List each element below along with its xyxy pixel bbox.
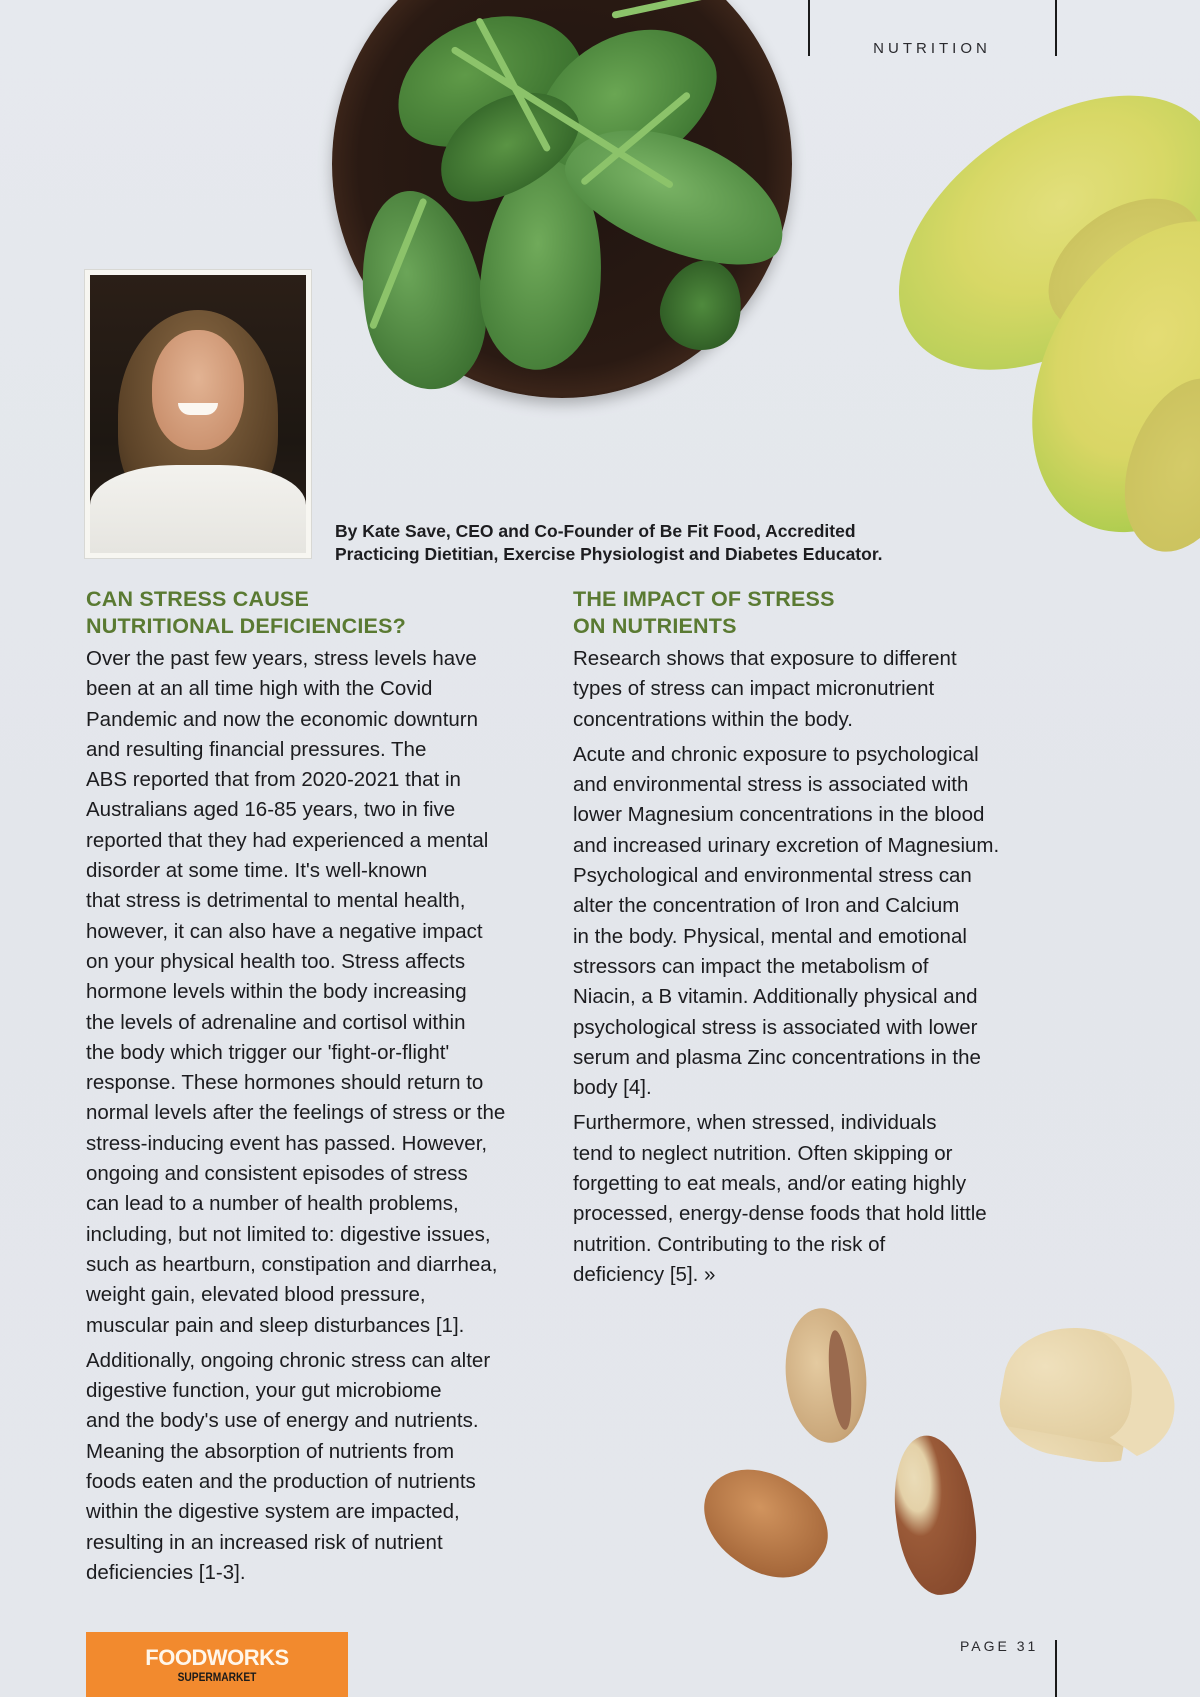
heading-line: THE IMPACT OF STRESS [573,587,835,611]
portrait-shirt [90,465,306,553]
text-line: stressors can impact the metabolism of [573,954,929,978]
text-line: ongoing and consistent episodes of stress [86,1162,468,1186]
byline-line: Practicing Dietitian, Exercise Physiologist and Diabetes Educator. [335,544,883,564]
text-line: serum and plasma Zinc concentrations in the [573,1045,981,1069]
pistachio [779,1304,873,1447]
text-line: been at an all time high with the Covid [86,677,433,701]
text-line: that stress is detrimental to mental health, [86,889,466,913]
text-line: deficiency [5]. » [573,1262,716,1286]
text-line: Research shows that exposure to different [573,647,957,670]
text-line: and environmental stress is associated with [573,773,969,797]
text-line: and resulting financial pressures. The [86,737,427,761]
text-line: Niacin, a B vitamin. Additionally physical and [573,985,978,1009]
text-line: forgetting to eat meals, and/or eating highly [573,1172,967,1196]
text-line: Acute and chronic exposure to psychological [573,742,979,766]
text-line: including, but not limited to: digestive issues, [86,1222,491,1246]
text-line: the body which trigger our 'fight-or-flight' [86,1040,450,1064]
text-line: in the body. Physical, mental and emotional [573,924,967,948]
text-line: tend to neglect nutrition. Often skipping or [573,1141,953,1165]
text-line: foods eaten and the production of nutrients [86,1470,476,1494]
header-rule-right [1055,0,1057,56]
spinach-leaf [652,251,753,359]
spinach-stem [611,0,749,19]
heading-line: ON NUTRIENTS [573,614,737,638]
text-line: on your physical health too. Stress affects [86,949,466,973]
paragraph [573,1108,1043,1290]
text-line: normal levels after the feelings of stress or the [86,1101,506,1125]
text-line: hormone levels within the body increasing [86,980,467,1004]
text-line: processed, energy-dense foods that hold little [573,1202,987,1226]
text-line: psychological stress is associated with lower [573,1015,978,1039]
section-heading [86,586,556,640]
spinach-bowl-image [332,0,792,398]
text-line: response. These hormones should return to [86,1071,484,1095]
text-line: the levels of adrenaline and cortisol within [86,1010,466,1034]
text-line: Australians aged 16-85 years, two in five [86,798,456,822]
almond [685,1446,846,1598]
text-line: types of stress can impact micronutrient [573,677,935,701]
portrait-face [152,330,244,450]
text-line: such as heartburn, constipation and diarrhea, [86,1252,498,1276]
author-portrait-frame [85,270,311,558]
paragraph [86,1346,556,1588]
text-line: within the digestive system are impacted, [86,1500,460,1524]
left-column [86,586,556,1593]
text-line: digestive function, your gut microbiome [86,1379,442,1403]
header-rule-left [808,0,810,56]
text-line: body [4]. [573,1076,652,1100]
text-line: Psychological and environmental stress can [573,864,972,888]
brazil-nut [885,1430,985,1599]
author-portrait [90,275,306,553]
text-line: Over the past few years, stress levels have [86,647,477,670]
text-line: deficiencies [1-3]. [86,1560,246,1584]
text-line: can lead to a number of health problems, [86,1192,459,1216]
paragraph [573,740,1043,1104]
text-line: nutrition. Contributing to the risk of [573,1232,886,1256]
text-line: Additionally, ongoing chronic stress can alter [86,1348,491,1372]
text-line: ABS reported that from 2020-2021 that in [86,768,461,792]
nuts-image [690,1300,1140,1610]
foodworks-logo [86,1632,348,1697]
byline-line: By Kate Save, CEO and Co-Founder of Be Fit Food, Accredited [335,521,856,541]
paragraph [86,644,556,1341]
heading-line: NUTRITIONAL DEFICIENCIES? [86,614,406,638]
footer-rule [1055,1640,1057,1697]
text-line: resulting in an increased risk of nutrient [86,1530,443,1554]
section-heading [573,586,1043,640]
text-line: and increased urinary excretion of Magnesium. [573,833,1000,857]
paragraph [573,644,1043,735]
text-line: Furthermore, when stressed, individuals [573,1111,937,1135]
author-byline [335,520,935,566]
portrait-smile [178,403,218,415]
heading-line: CAN STRESS CAUSE [86,587,310,611]
text-line: reported that they had experienced a mental [86,828,489,852]
page-number: PAGE 31 [960,1638,1039,1654]
logo-wordmark: FOODWORKS [145,1645,289,1670]
text-line: muscular pain and sleep disturbances [1]. [86,1313,465,1337]
logo-subtitle: SUPERMARKET [177,1670,257,1684]
text-line: lower Magnesium concentrations in the blood [573,803,985,827]
text-line: stress-inducing event has passed. However, [86,1131,488,1155]
section-label: NUTRITION [873,40,991,57]
text-line: alter the concentration of Iron and Calcium [573,894,960,918]
text-line: weight gain, elevated blood pressure, [86,1283,426,1307]
cashew [992,1316,1186,1474]
text-line: Pandemic and now the economic downturn [86,707,479,731]
text-line: and the body's use of energy and nutrients. [86,1409,479,1433]
text-line: Meaning the absorption of nutrients from [86,1439,455,1463]
text-line: however, it can also have a negative impact [86,919,483,943]
text-line: disorder at some time. It's well-known [86,859,428,883]
right-column [573,586,1043,1295]
text-line: concentrations within the body. [573,707,853,731]
